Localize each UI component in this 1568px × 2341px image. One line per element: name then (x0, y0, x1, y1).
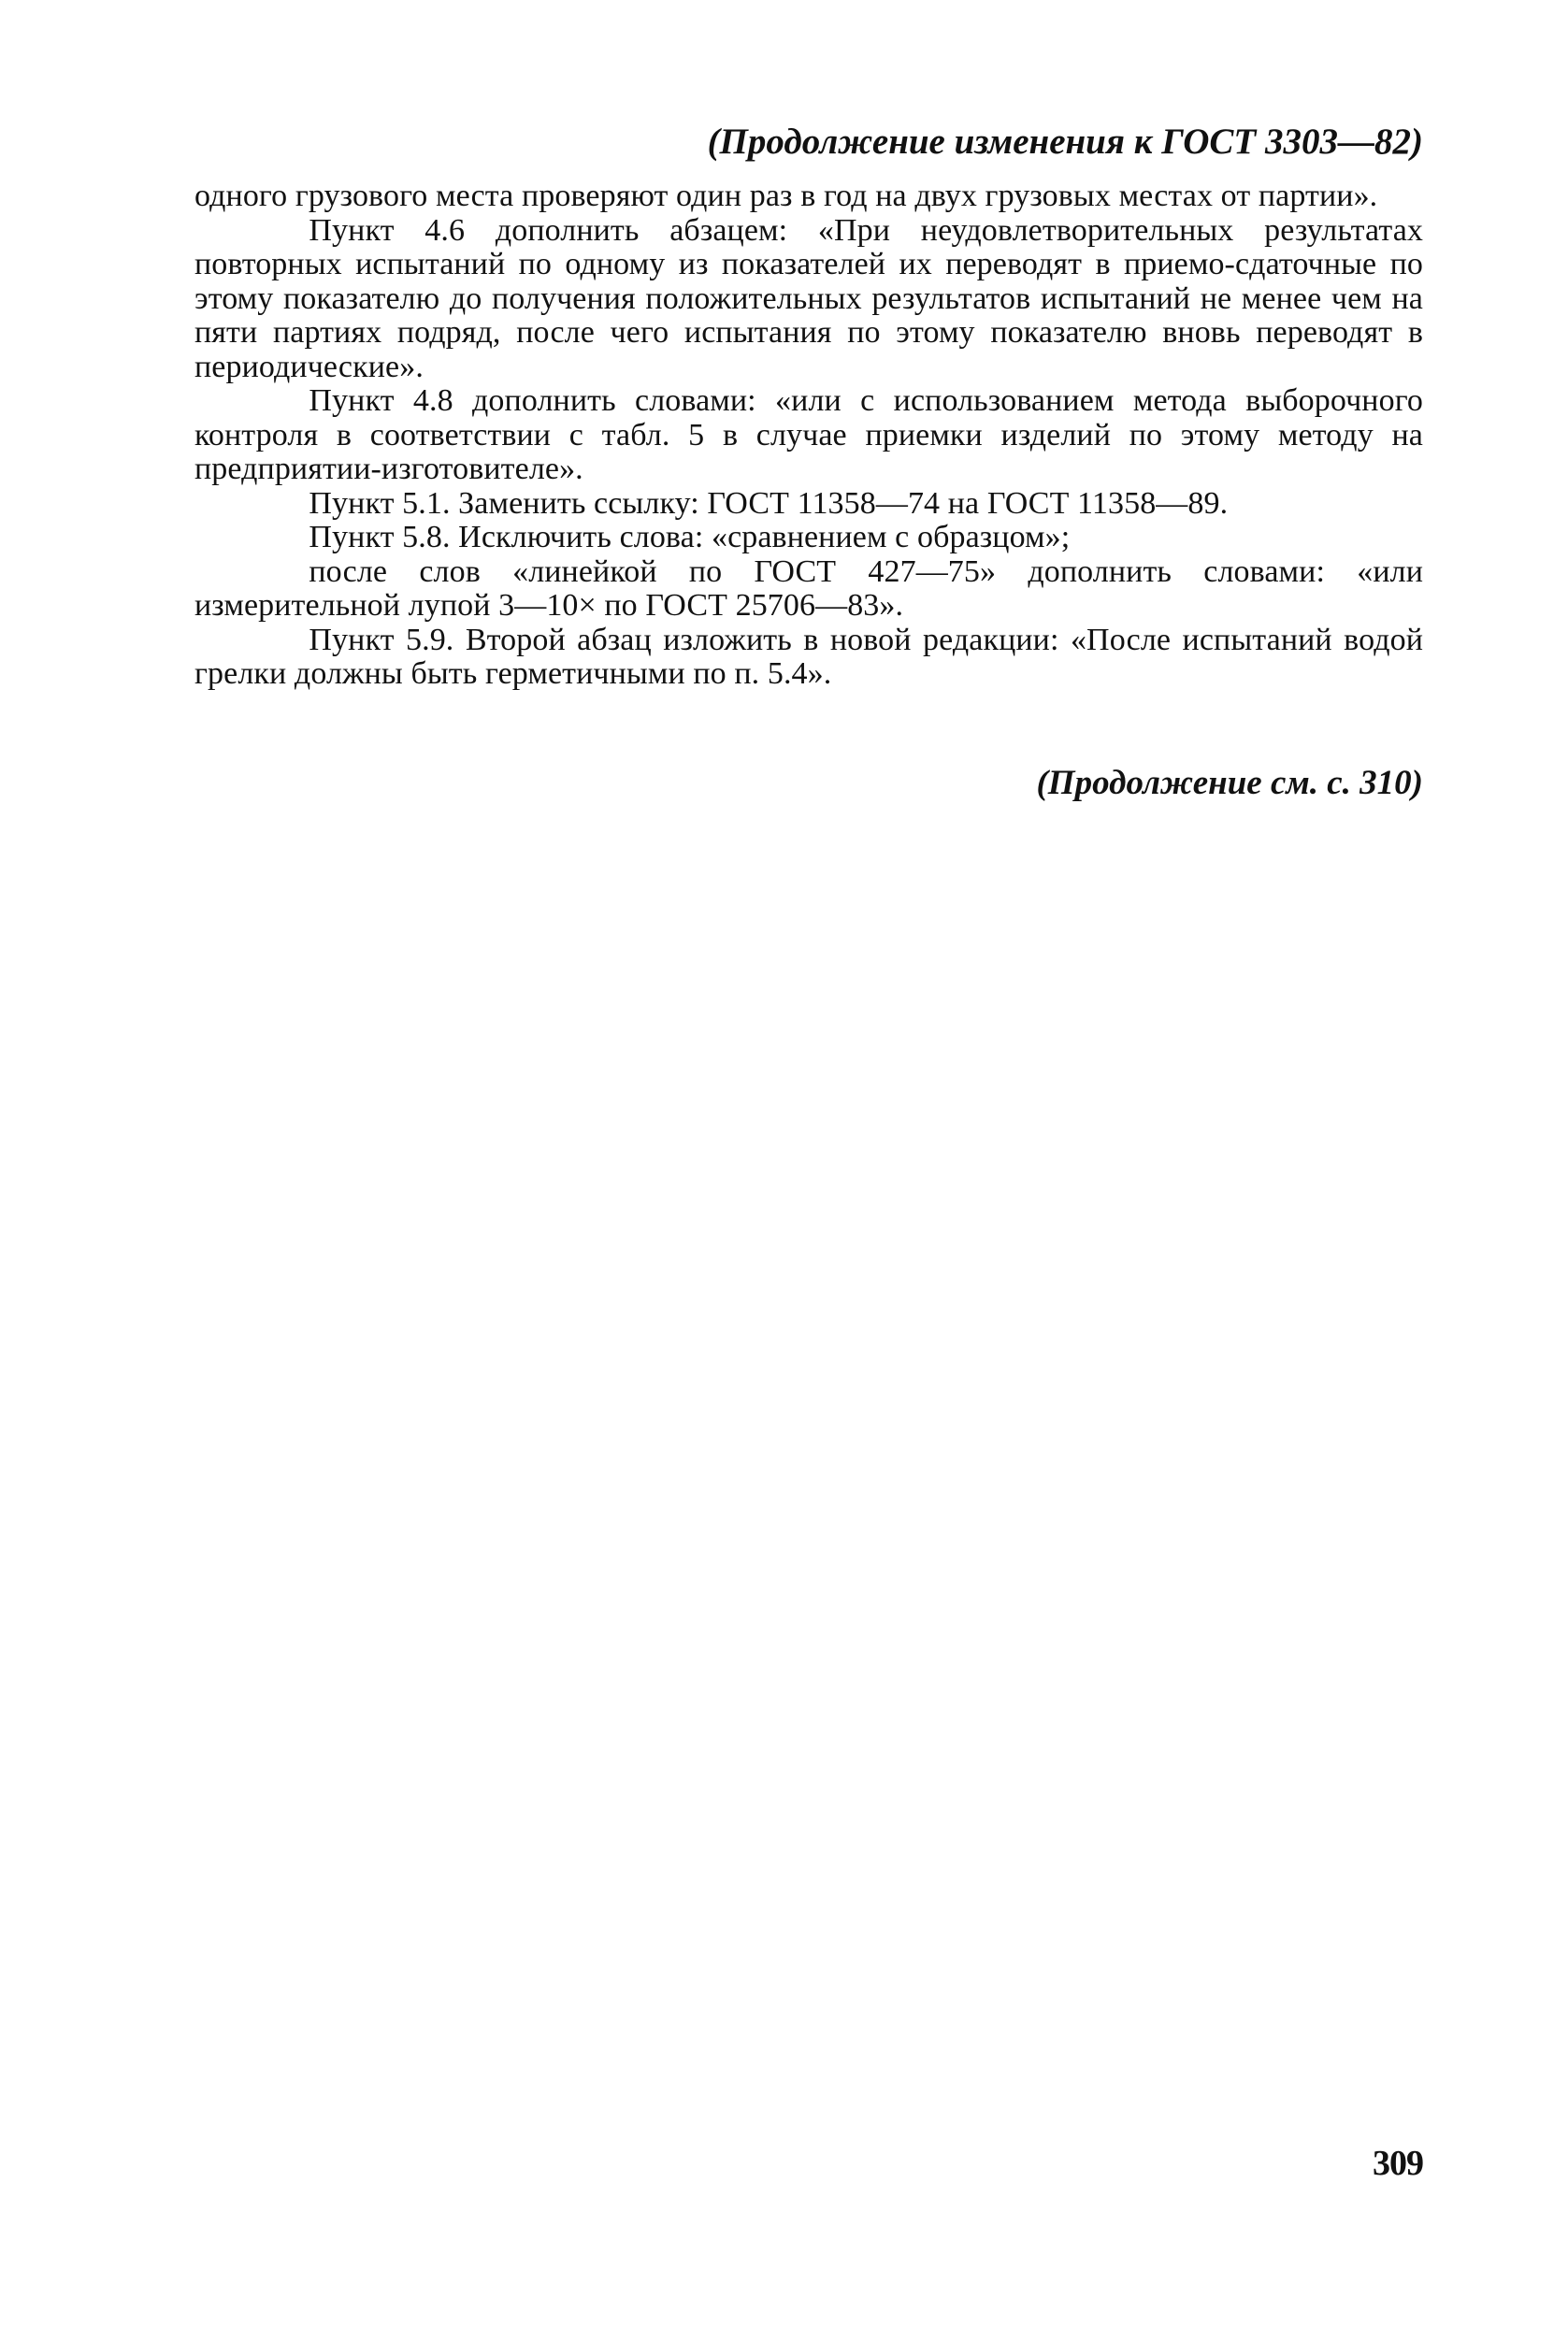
running-header: (Продолжение изменения к ГОСТ 3303—82) (707, 122, 1423, 162)
paragraph-6: после слов «линейкой по ГОСТ 427—75» дополнить словами: «или измерительной лупой 3—10× по ГОСТ 25706—83». (194, 553, 1423, 623)
paragraph-3: Пункт 4.8 дополнить словами: «или с использованием метода выборочного контроля в соответствии с табл. 5 в случае приемки изделий по этому методу на предприятии-изготовителе». (194, 383, 1423, 486)
paragraph-1: одного грузового места проверяют один раз в год на двух грузовых местах от партии». (194, 179, 1378, 213)
continuation-note: (Продолжение см. с. 310) (1036, 764, 1423, 802)
paragraph-7: Пункт 5.9. Второй абзац изложить в новой редакции: «После испытаний водой грелки должны быть герметичными по п. 5.4». (194, 622, 1423, 691)
paragraph-4: Пункт 5.1. Заменить ссылку: ГОСТ 11358—74 на ГОСТ 11358—89. (309, 485, 1229, 521)
paragraph-2: Пункт 4.6 дополнить абзацем: «При неудовлетворительных результатах повторных испытаний по одному из показателей их переводят в приемо-сдаточные по этому показателю до получения положительных результатов испытаний не менее чем на пяти партиях подряд, после чего испытания по этому показателю вновь переводят в периодические». (194, 212, 1423, 384)
document-body (194, 180, 1423, 692)
paragraph-5: Пункт 5.8. Исключить слова: «сравнением с образцом»; (309, 520, 1071, 554)
page-number: 309 (1373, 2144, 1423, 2183)
